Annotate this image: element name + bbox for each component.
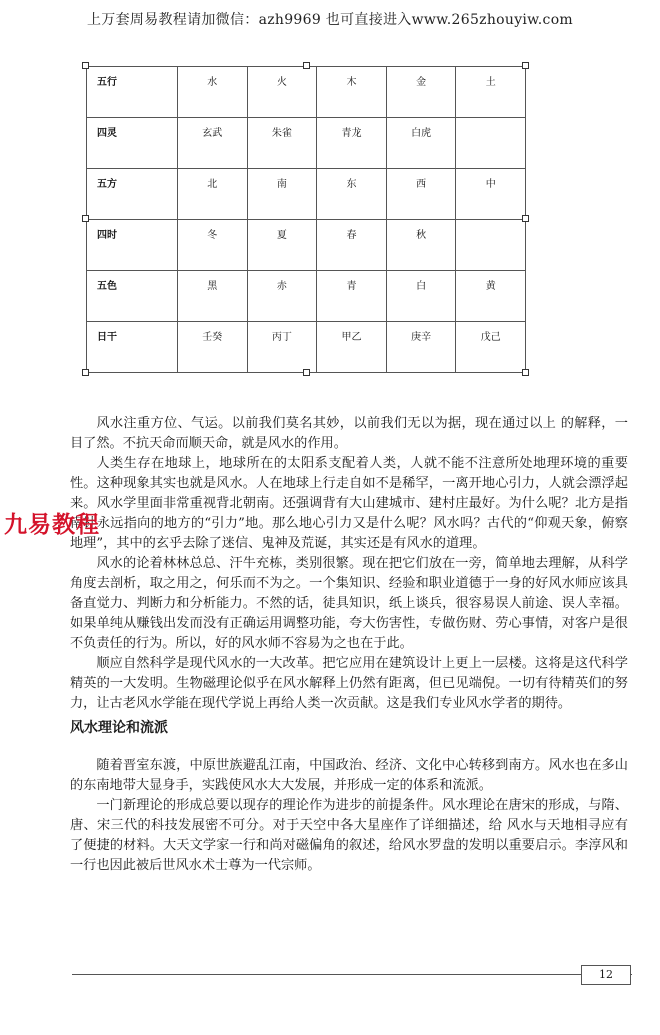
resize-handle-bl[interactable] bbox=[82, 369, 89, 376]
table-cell: 秋 bbox=[386, 220, 456, 271]
row-header: 四时 bbox=[87, 220, 178, 271]
table-cell: 黄 bbox=[456, 271, 526, 322]
table-cell: 黑 bbox=[178, 271, 248, 322]
resize-handle-tr[interactable] bbox=[522, 62, 529, 69]
paragraph: 随着晋室东渡，中原世族避乱江南，中国政治、经济、文化中心转移到南方。风水也在多山的东南地带大显身手，实践使风水大大发展，并形成一定的体系和流派。 bbox=[70, 758, 628, 793]
table-cell: 白 bbox=[386, 271, 456, 322]
table-cell: 金 bbox=[386, 67, 456, 118]
section-text bbox=[70, 756, 628, 876]
page-number: 12 bbox=[581, 965, 631, 985]
table-row bbox=[87, 271, 526, 322]
table-cell: 木 bbox=[317, 67, 387, 118]
page-header: 上万套周易教程请加微信：azh9969 也可直接进入www.265zhouyiw.com bbox=[86, 12, 574, 28]
paragraph: 风水注重方位、气运。以前我们莫名其妙，以前我们无以为据，现在通过以上 的解释，一目了然。不抗天命而顺天命，就是风水的作用。 bbox=[70, 416, 628, 451]
table-cell: 夏 bbox=[247, 220, 317, 271]
row-header: 五方 bbox=[87, 169, 178, 220]
resize-handle-mr[interactable] bbox=[522, 215, 529, 222]
table-cell: 白虎 bbox=[386, 118, 456, 169]
row-header: 四灵 bbox=[87, 118, 178, 169]
table-cell: 朱雀 bbox=[247, 118, 317, 169]
paragraph: 人类生存在地球上，地球所在的太阳系支配着人类，人就不能不注意所处地理环境的重要性。这种现象其实也就是风水。人在地球上行走自如不是稀罕，一离开地心引力，人就会漂浮起来。风水学里面非常重视背北朝南。还强调背有大山建城市、建村庄最好。为什么呢？北方是指南针永远指向的地方的“引力”地。那么地心引力又是什么呢？风水吗？古代的“仰观天象，俯察地理”，其中的玄乎去除了迷信、鬼神及荒诞，其实还是有风水的道理。 bbox=[70, 456, 628, 551]
resize-handle-br[interactable] bbox=[522, 369, 529, 376]
table-cell bbox=[456, 220, 526, 271]
resize-handle-bc[interactable] bbox=[303, 369, 310, 376]
table-cell: 青龙 bbox=[317, 118, 387, 169]
footer-rule bbox=[72, 974, 632, 975]
five-elements-table[interactable] bbox=[86, 66, 526, 373]
body-text bbox=[70, 414, 628, 714]
table-cell bbox=[456, 118, 526, 169]
table-cell: 甲乙 bbox=[317, 322, 387, 373]
paragraph: 一门新理论的形成总要以现存的理论作为进步的前提条件。风水理论在唐宋的形成，与隋、唐、宋三代的科技发展密不可分。对于天空中各大星座作了详细描述，给 风水与天地相寻应有了便捷的材料。大天文学家一行和尚对磁偏角的叙述，给风水罗盘的发明以重要启示。李淳风和一行也因此被后世风水术士尊为一代宗师。 bbox=[70, 798, 628, 873]
correspondence-grid bbox=[86, 66, 526, 373]
table-cell: 壬癸 bbox=[178, 322, 248, 373]
table-row bbox=[87, 220, 526, 271]
section-title: 风水理论和流派 bbox=[70, 720, 168, 736]
table-cell: 东 bbox=[317, 169, 387, 220]
resize-handle-tl[interactable] bbox=[82, 62, 89, 69]
resize-handle-ml[interactable] bbox=[82, 215, 89, 222]
table-cell: 水 bbox=[178, 67, 248, 118]
table-cell: 赤 bbox=[247, 271, 317, 322]
table-cell: 南 bbox=[247, 169, 317, 220]
table-row bbox=[87, 118, 526, 169]
row-header: 五行 bbox=[87, 67, 178, 118]
table-cell: 北 bbox=[178, 169, 248, 220]
table-cell: 青 bbox=[317, 271, 387, 322]
table-cell: 冬 bbox=[178, 220, 248, 271]
table-cell: 火 bbox=[247, 67, 317, 118]
table-row bbox=[87, 67, 526, 118]
resize-handle-tc[interactable] bbox=[303, 62, 310, 69]
paragraph: 顺应自然科学是现代风水的一大改革。把它应用在建筑设计上更上一层楼。这将是这代科学精英的一大发明。生物磁理论似乎在风水解释上仍然有距离，但已见端倪。一切有待精英们的努力，让古老风水学能在现代学说上再给人类一次贡献。这是我们专业风水学者的期待。 bbox=[70, 656, 628, 711]
table-cell: 玄武 bbox=[178, 118, 248, 169]
table-cell: 庚辛 bbox=[386, 322, 456, 373]
row-header: 五色 bbox=[87, 271, 178, 322]
table-cell: 春 bbox=[317, 220, 387, 271]
table-cell: 土 bbox=[456, 67, 526, 118]
table-cell: 西 bbox=[386, 169, 456, 220]
table-cell: 中 bbox=[456, 169, 526, 220]
table-row bbox=[87, 169, 526, 220]
table-cell: 戊己 bbox=[456, 322, 526, 373]
table-cell: 丙丁 bbox=[247, 322, 317, 373]
row-header: 日干 bbox=[87, 322, 178, 373]
watermark-logo: 九易教程 bbox=[4, 512, 100, 538]
table-row bbox=[87, 322, 526, 373]
paragraph: 风水的论着林林总总、汗牛充栋，类别很繁。现在把它们放在一旁，简单地去理解，从科学角度去剖析，取之用之，何乐而不为之。一个集知识、经验和职业道德于一身的好风水师应该具备直觉力、判断力和分析能力。不然的话，徒具知识，纸上谈兵，很容易误人前途、误人幸福。如果单纯从赚钱出发而没有正确运用调整功能，夸大伤害性，专做伤财、劳心事情，对客户是很不负责任的行为。所以，好的风水师不容易为之也在于此。 bbox=[70, 556, 628, 651]
